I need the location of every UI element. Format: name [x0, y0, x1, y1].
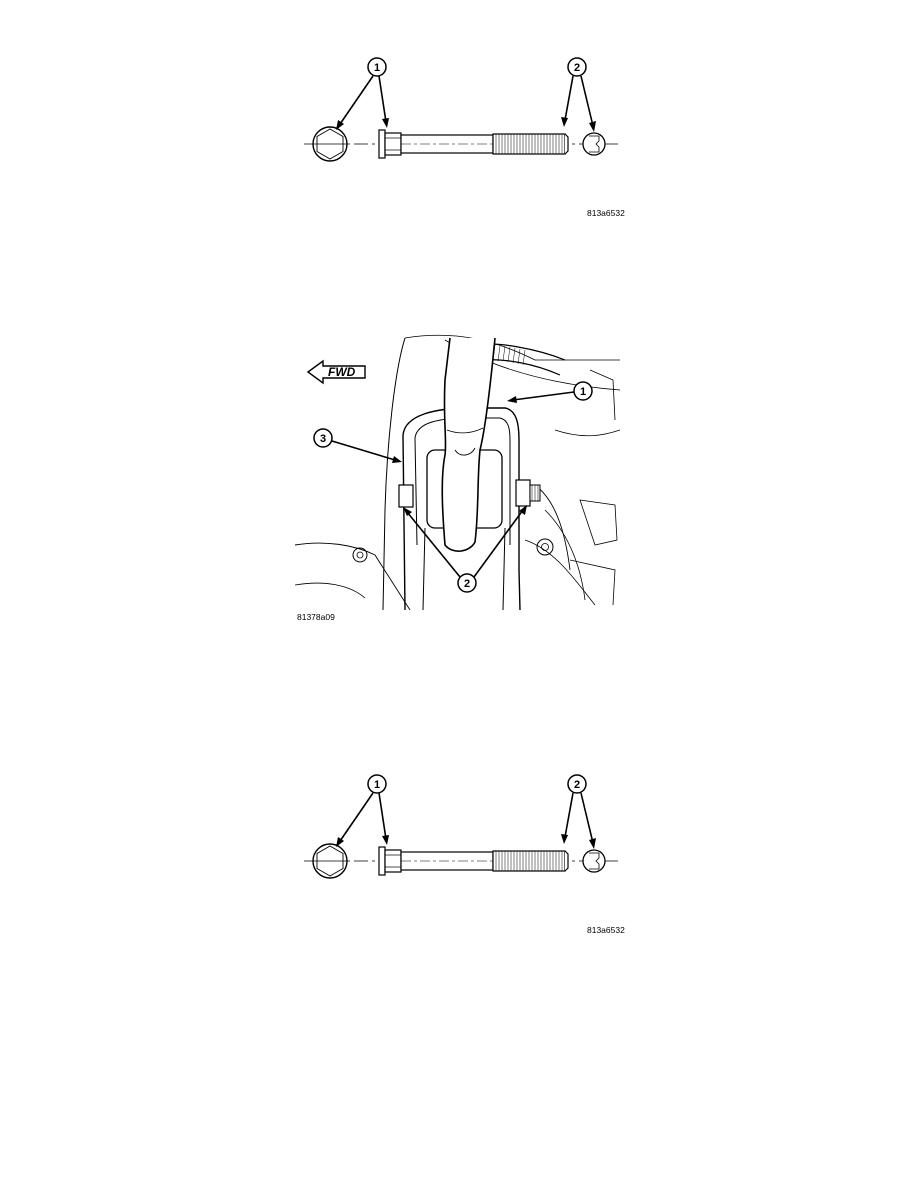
- callout-2-label: 2: [573, 779, 581, 791]
- bolt-head-end-view: [313, 844, 347, 878]
- figure-code: 813a6532: [587, 208, 625, 218]
- figure-code: 813a6532: [587, 925, 625, 935]
- callout-1-label: 1: [579, 386, 587, 398]
- fwd-label: FWD: [328, 365, 356, 379]
- bolt-side-view: [379, 130, 568, 158]
- bolt-diagram: [300, 50, 630, 225]
- fwd-direction-arrow: [308, 361, 367, 383]
- bolt-diagram: [300, 767, 630, 942]
- callout-2: [561, 775, 596, 849]
- bolt-tip-end-view: [583, 850, 605, 872]
- callout-1-label: 1: [373, 62, 381, 74]
- callout-1: [507, 382, 592, 403]
- bolt-head-end-view: [313, 127, 347, 161]
- mount-figure: [295, 330, 625, 625]
- callout-2-label: 2: [463, 578, 471, 590]
- mount-diagram: [295, 330, 625, 625]
- callout-1: [336, 58, 389, 130]
- callout-2: [561, 58, 596, 132]
- bolt-side-view: [379, 847, 568, 875]
- callout-1: [336, 775, 389, 847]
- figure-code: 81378a09: [297, 612, 335, 622]
- bolt-tip-end-view: [583, 133, 605, 155]
- bolt-figure-bottom: [300, 767, 630, 942]
- callout-2-label: 2: [573, 62, 581, 74]
- callout-3-label: 3: [319, 433, 327, 445]
- bolt-figure-top: [300, 50, 630, 225]
- callout-1-label: 1: [373, 779, 381, 791]
